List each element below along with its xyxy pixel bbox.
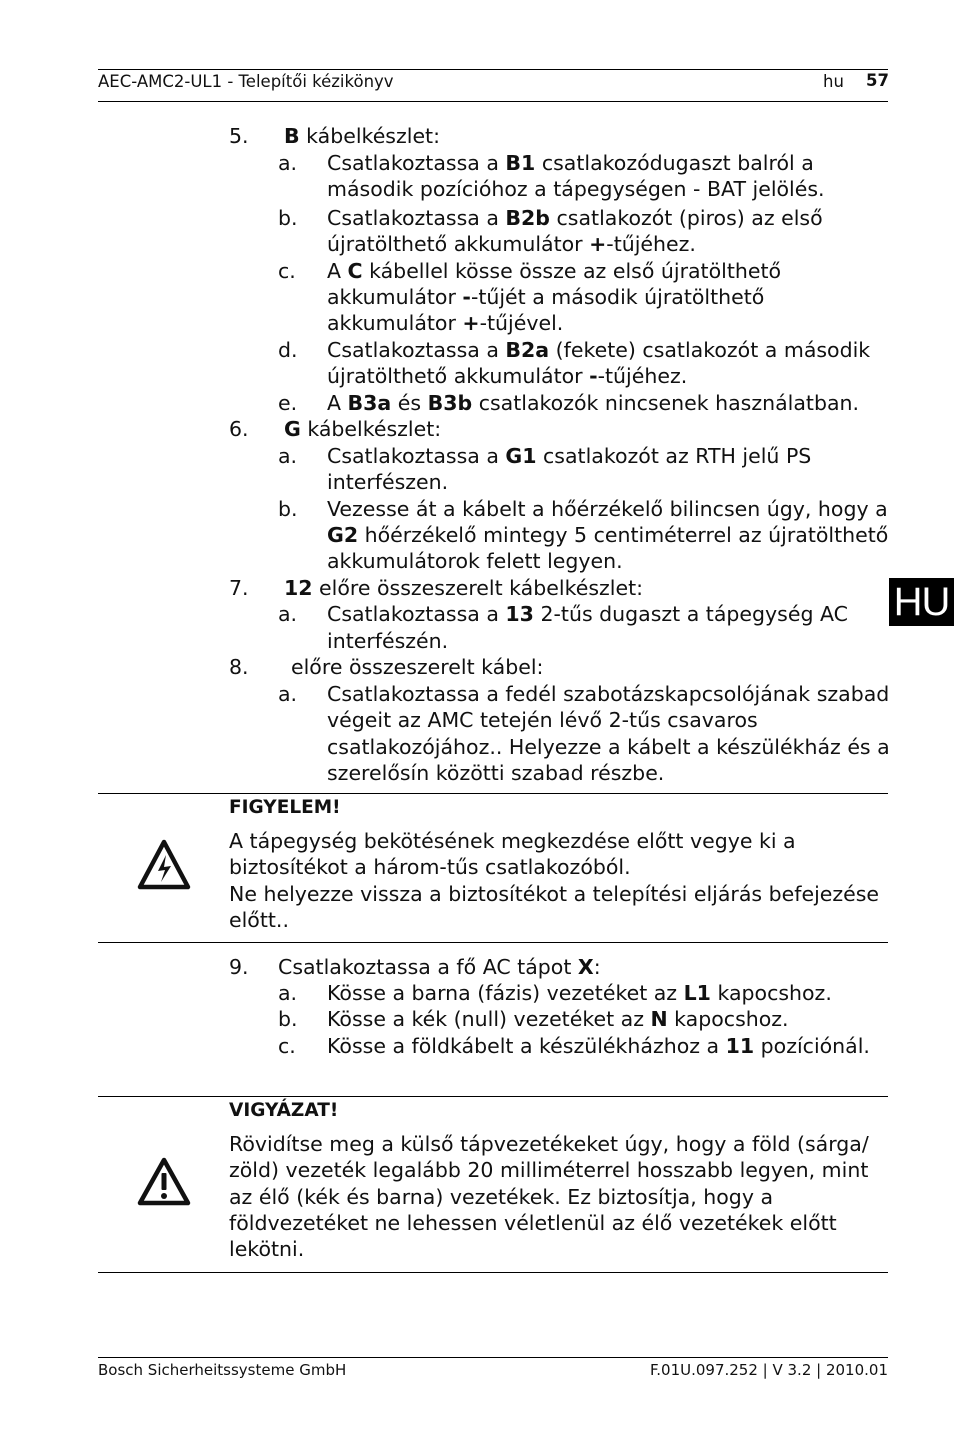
- substep-text: Vezesse át a kábelt a hőérzékelő bilincsen úgy, hogy a: [327, 497, 888, 521]
- step-number: 9.: [229, 955, 249, 979]
- substep-marker: c.: [278, 1034, 296, 1058]
- notice-text: előtt..: [229, 908, 289, 932]
- notice-text: A tápegység bekötésének megkezdése előtt vegye ki a: [229, 829, 796, 853]
- footer-rule: [98, 1357, 888, 1358]
- step-heading: Csatlakoztassa a fő AC tápot X:: [278, 955, 601, 979]
- header-bottom-rule: [98, 101, 888, 102]
- page-number: 57: [866, 71, 889, 90]
- substep-text: Csatlakoztassa a B1 csatlakozódugaszt balról a: [327, 151, 814, 175]
- substep-text: Kösse a barna (fázis) vezetéket az L1 kapocshoz.: [327, 981, 832, 1005]
- substep-marker: b.: [278, 1007, 298, 1031]
- substep-marker: c.: [278, 259, 296, 283]
- substep-text: csatlakozójához.. Helyezze a kábelt a készülékház és a: [327, 735, 890, 759]
- substep-text: újratölthető akkumulátor --tűjéhez.: [327, 364, 688, 388]
- substep-marker: a.: [278, 981, 298, 1005]
- notice-bottom-rule: [98, 942, 888, 943]
- header-top-rule: [98, 69, 888, 70]
- notice-text: Rövidítse meg a külső tápvezetékeket úgy, hogy a föld (sárga/: [229, 1132, 869, 1156]
- substep-text: Kösse a földkábelt a készülékházhoz a 11 pozíciónál.: [327, 1034, 870, 1058]
- notice-top-rule: [98, 1096, 888, 1097]
- electrical-hazard-icon: [136, 838, 192, 896]
- notice-text: földvezetéket ne lehessen véletlenül az élő vezetékek előtt: [229, 1211, 837, 1235]
- substep-marker: b.: [278, 206, 298, 230]
- notice-title: VIGYÁZAT!: [229, 1100, 339, 1121]
- substep-text: A C kábellel kösse össze az első újratölthető: [327, 259, 782, 283]
- caution-icon: [136, 1156, 192, 1212]
- substep-text: A B3a és B3b csatlakozók nincsenek használatban.: [327, 391, 860, 415]
- notice-bottom-rule: [98, 1272, 888, 1273]
- notice-text: Ne helyezze vissza a biztosítékot a telepítési eljárás befejezése: [229, 882, 880, 906]
- substep-text: akkumulátor +-tűjével.: [327, 311, 564, 335]
- substep-text: akkumulátorok felett legyen.: [327, 549, 623, 573]
- substep-text: akkumulátor --tűjét a második újratölthető: [327, 285, 765, 309]
- substep-marker: e.: [278, 391, 298, 415]
- substep-marker: a.: [278, 682, 298, 706]
- language-side-tab: HU: [889, 578, 954, 626]
- substep-text: Csatlakoztassa a 13 2-tűs dugaszt a tápegység AC: [327, 602, 848, 626]
- substep-text: interfészen.: [327, 470, 449, 494]
- notice-text: az élő (kék és barna) vezetékek. Ez biztosítja, hogy a: [229, 1185, 774, 1209]
- step-heading: 12 előre összeszerelt kábelkészlet:: [284, 576, 644, 600]
- substep-marker: a.: [278, 151, 298, 175]
- notice-text: lekötni.: [229, 1237, 305, 1261]
- notice-text: biztosítékot a három-tűs csatlakozóból.: [229, 855, 631, 879]
- step-heading: előre összeszerelt kábel:: [291, 655, 544, 679]
- substep-text: Csatlakoztassa a fedél szabotázskapcsolójának szabad: [327, 682, 890, 706]
- notice-title: FIGYELEM!: [229, 797, 341, 818]
- substep-text: újratölthető akkumulátor +-tűjéhez.: [327, 232, 696, 256]
- substep-marker: a.: [278, 602, 298, 626]
- substep-text: szerelősín közötti szabad részbe.: [327, 761, 665, 785]
- document-title: AEC-AMC2-UL1 - Telepítői kézikönyv: [98, 72, 394, 91]
- step-number: 7.: [229, 576, 249, 600]
- substep-text: Csatlakoztassa a G1 csatlakozót az RTH jelű PS: [327, 444, 812, 468]
- substep-text: Kösse a kék (null) vezetéket az N kapocshoz.: [327, 1007, 789, 1031]
- substep-text: interfészén.: [327, 629, 449, 653]
- language-code: hu: [823, 72, 844, 91]
- footer-company: Bosch Sicherheitssysteme GmbH: [98, 1361, 347, 1379]
- substep-marker: a.: [278, 444, 298, 468]
- substep-marker: d.: [278, 338, 298, 362]
- footer-doc-info: F.01U.097.252 | V 3.2 | 2010.01: [650, 1361, 888, 1379]
- substep-marker: b.: [278, 497, 298, 521]
- substep-text: második pozícióhoz a tápegységen - BAT jelölés.: [327, 177, 825, 201]
- substep-text: végeit az AMC tetején lévő 2-tűs csavaros: [327, 708, 758, 732]
- step-heading: B kábelkészlet:: [284, 124, 440, 148]
- notice-text: zöld) vezeték legalább 20 milliméterrel hosszabb legyen, mint: [229, 1158, 869, 1182]
- substep-text: G2 hőérzékelő mintegy 5 centiméterrel az újratölthető: [327, 523, 889, 547]
- step-number: 6.: [229, 417, 249, 441]
- notice-top-rule: [98, 793, 888, 794]
- substep-text: Csatlakoztassa a B2b csatlakozót (piros) az első: [327, 206, 823, 230]
- step-number: 5.: [229, 124, 249, 148]
- step-number: 8.: [229, 655, 249, 679]
- step-heading: G kábelkészlet:: [284, 417, 442, 441]
- substep-text: Csatlakoztassa a B2a (fekete) csatlakozót a második: [327, 338, 871, 362]
